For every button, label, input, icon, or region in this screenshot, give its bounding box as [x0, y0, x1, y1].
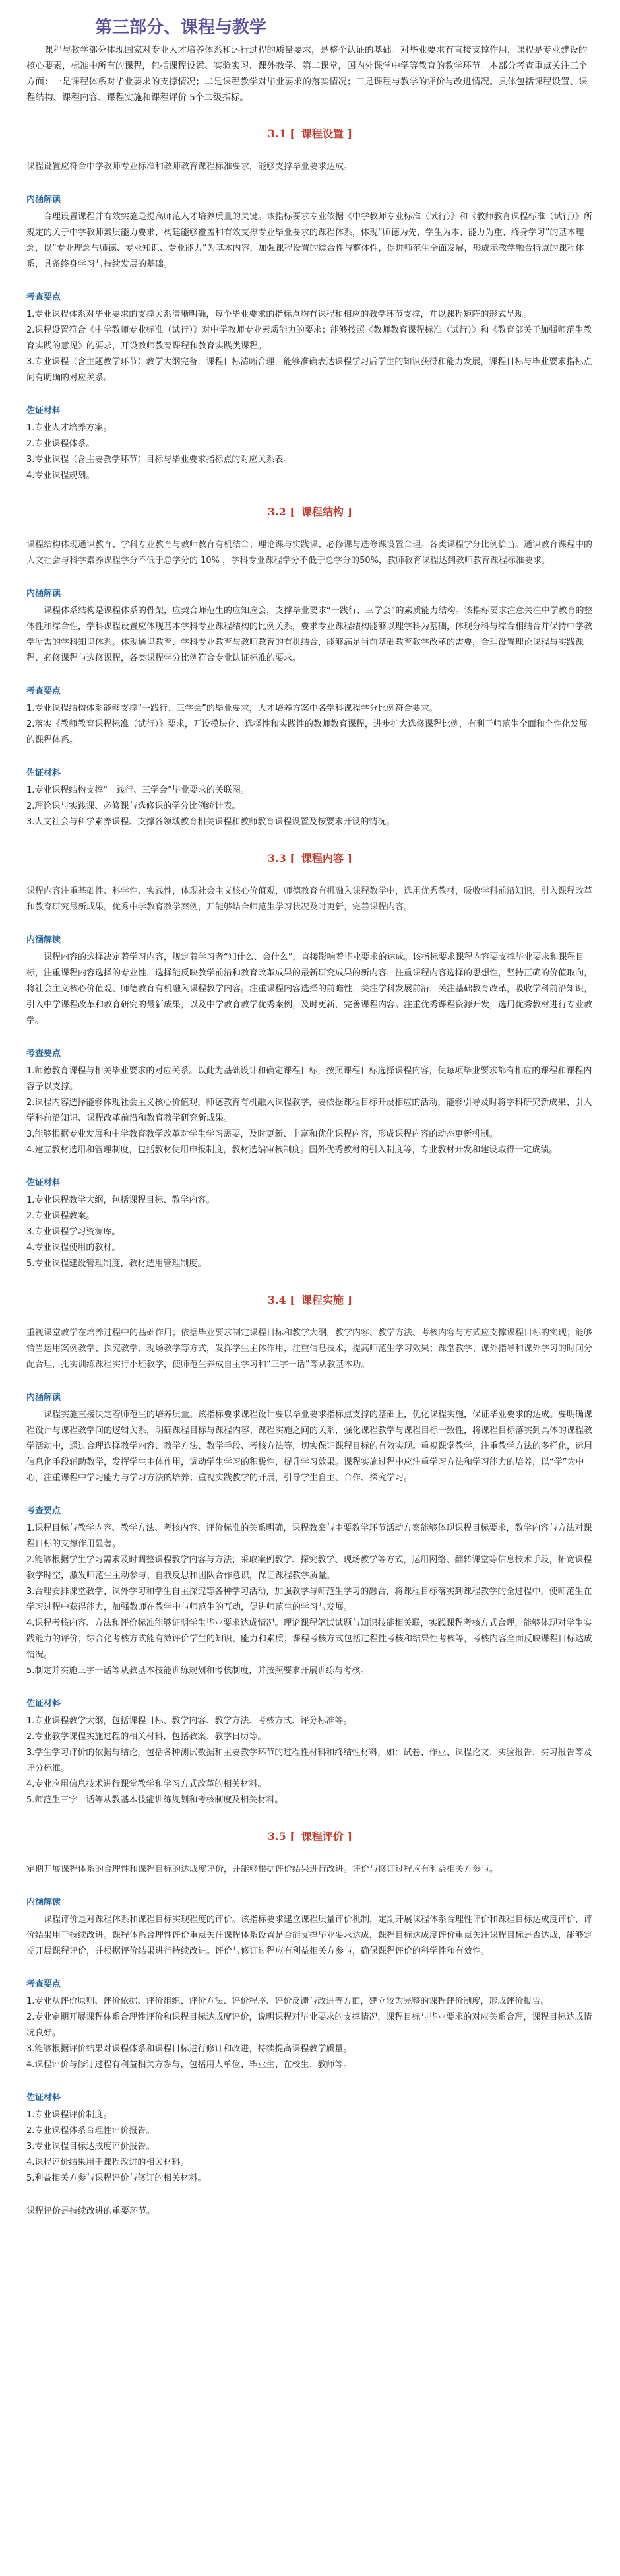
key-points-list: [26, 1994, 594, 2073]
section-description: 定期开展课程体系的合理性和课程目标的达成度评价，并能够根据评价结果进行改进。评价与修订过程应有利益相关方参与。: [26, 1865, 499, 1874]
section-title: 课程实施 ]: [301, 1294, 353, 1306]
evidence-item: 2.专业课程体系合理性评价报告。: [26, 2126, 155, 2136]
section-3-2: [26, 504, 594, 830]
key-point-item: 1.师德教育课程与相关毕业要求的对应关系。以此为基础设计和确定课程目标，按照课程目标选择课程内容，使每项毕业要求都有相应的课程和课程内容予以支撑。: [26, 1066, 592, 1092]
evidence-item: 2.专业课程体系。: [26, 439, 95, 449]
key-point-item: 2.课程设置符合《中学教师专业标准（试行）》对中学教师专业素质能力的要求；能够按照《教师教育课程标准（试行）》和《教育部关于加强师范生教育实践的意见》的要求，开设教师教育课程和教育实践类课程。: [26, 325, 592, 351]
key-point-item: 4.建立教材选用和管理制度，包括教材使用申报制度，教材选编审核制度。国外优秀教材的引入制度等，专业教材开发和建设取得一定成绩。: [26, 1145, 558, 1155]
section-3-4: [26, 1292, 594, 1808]
section-description: 课程设置应符合中学教师专业标准和教师教育课程标准要求，能够支撑毕业要求达成。: [26, 162, 353, 172]
interpretation-heading: 内涵解读: [26, 1898, 61, 1907]
evidence-item: 5.利益相关方参与课程评价与修订的相关材料。: [26, 2173, 206, 2183]
evidence-item: 3.人文社会与科学素养课程、支撑各领域教育相关课程和教师教育课程设置及按要求开设的情况。: [26, 817, 395, 827]
key-point-item: 1.专业课程结构体系能够支撑“一践行、三学会”的毕业要求，人才培养方案中各学科课程学分比例符合要求。: [26, 704, 438, 713]
evidence-item: 3.专业课程目标达成度评价报告。: [26, 2142, 155, 2152]
evidence-item: 4.专业课程规划。: [26, 471, 95, 480]
evidence-heading: 佐证材料: [26, 1699, 61, 1709]
section-title: 课程评价 ]: [301, 1830, 353, 1843]
interpretation-text: 课程实施直接决定着师范生的培养质量。该指标要求课程设计要以毕业要求指标点支撑的基础上，优化课程实施，保证毕业要求的达成。要明确课程设计与课程教学间的逻辑关系，明确课程目标与课程内容、课程实施之间的关系，强化课程教学与课程目标一致性，将课程目标落实到具体的课程教学活动中，通过合理选择教学内容、教学方法、教学手段、考核方法等，切实保证课程目标的有效实现。重视课堂教学，注重教学方法的多样化，运用信息化手段辅助教学，发挥学生主体作用，调动学生学习的积极性，提升学习效果。课程实施过程中应注重学习方法和学习能力的培养，以“学”为中心，注重课程中学习能力与学习方法的培养；重视实践教学的开展，引导学生自主、合作、探究学习。: [26, 1410, 593, 1483]
evidence-item: 5.专业课程建设管理制度，教材选用管理制度。: [26, 1259, 206, 1269]
interpretation-heading: 内涵解读: [26, 195, 61, 205]
interpretation-text: 课程评价是对课程体系和课程目标实现程度的评价。该指标要求建立课程质量评价机制，定期开展课程体系合理性评价和课程目标达成度评价，评价结果用于持续改进。课程体系合理性评价重点关注课程体系设置是否能支撑毕业要求达成，课程目标达成度评价重点关注课程目标是否达成，能够定期开展课程评价，并根据评价结果进行持续改进。评价与修订过程应有利益相关方参与，确保课程评价的科学性和有效性。: [26, 1915, 593, 1956]
key-points-heading: 考查要点: [26, 686, 61, 696]
interpretation-heading: 内涵解读: [26, 1393, 61, 1403]
chapter-title: 第三部分、课程与教学: [95, 18, 267, 38]
evidence-heading: 佐证材料: [26, 406, 61, 416]
section-title: 课程结构 ]: [301, 506, 353, 518]
evidence-item: 2.专业教学课程实施过程的相关材料，包括教案、教学日历等。: [26, 1732, 266, 1742]
key-point-item: 1.专业从评价原则、评价依据、评价组织、评价方法、评价程序、评价反馈与改进等方面，建立较为完整的课程评价制度，形成评价报告。: [26, 1997, 549, 2006]
section-heading: [26, 1828, 594, 1843]
key-point-item: 5.制定并实施三字一话等从教基本技能训练规划和考核制度，并按照要求开展训练与考核。: [26, 1666, 369, 1676]
evidence-item: 4.专业课程使用的教材。: [26, 1243, 121, 1253]
evidence-list: [26, 420, 594, 484]
key-point-item: 3.能够根据评价结果对课程体系和课程目标进行修订和改进，持续提高课程教学质量。: [26, 2044, 352, 2054]
key-point-item: 2.专业定期开展课程体系合理性评价和课程目标达成度评价，说明课程对毕业要求的支撑情况，课程目标与毕业要求的对应关系合理，课程目标达成情况良好。: [26, 2012, 592, 2038]
evidence-list: [26, 2107, 594, 2187]
key-point-item: 1.课程目标与教学内容、教学方法、考核内容、评价标准的关系明确，课程教案与主要教学环节活动方案能够体现课程目标要求，教学内容与方法对课程目标的支撑作用显著。: [26, 1523, 592, 1549]
section-description: 重视课堂教学在培养过程中的基础作用；依据毕业要求制定课程目标和教学大纲，教学内容、教学方法、考核内容与方式应支撑课程目标的实现；能够恰当运用案例教学、探究教学、现场教学等方式，发挥学生主体作用，注重信息技术，提高师范生学习效果；课堂教学、课外指导和课外学习的时间分配合理，扎实训练课程实行小班教学，使师范生养成自主学习和“三字一话”等从教基本功。: [26, 1328, 593, 1370]
evidence-item: 3.专业课程（含主要教学环节）目标与毕业要求指标点的对应关系表。: [26, 455, 292, 465]
section-heading: [26, 1292, 594, 1307]
key-points-list: [26, 307, 594, 386]
key-points-heading: 考查要点: [26, 1049, 61, 1059]
key-points-heading: 考查要点: [26, 1979, 61, 1989]
section-description: 课程结构体现通识教育、学科专业教育与教师教育有机结合；理论课与实践课、必修课与选修课设置合理。各类课程学分比例恰当。通识教育课程中的人文社会与科学素养课程学分不低于总学分的 10% ，学科专业课程学分不低于总学分的50%，教师教育课程达到教师教育课程标准要求。: [26, 540, 593, 566]
section-footer-note: 课程评价是持续改进的重要环节。: [26, 2206, 156, 2216]
section-number: 3.4 [: [267, 1294, 295, 1306]
evidence-item: 3.专业课程学习资源库。: [26, 1227, 121, 1237]
section-number: 3.2 [: [267, 506, 295, 518]
evidence-list: [26, 1193, 594, 1272]
evidence-item: 4.课程评价结果用于课程改进的相关材料。: [26, 2158, 189, 2167]
interpretation-heading: 内涵解读: [26, 935, 61, 945]
section-number: 3.5 [: [267, 1830, 295, 1843]
key-points-list: [26, 701, 594, 748]
section-3-3: [26, 850, 594, 1272]
sections-container: [26, 125, 594, 2220]
evidence-list: [26, 1713, 594, 1808]
evidence-item: 3.学生学习评价的依据与结论，包括各种测试数据和主要教学环节的过程性材料和终结性材料，如：试卷、作业、课程论文、实验报告、实习报告等及评分标准。: [26, 1748, 592, 1773]
section-3-1: [26, 125, 594, 484]
evidence-item: 4.专业应用信息技术进行课堂教学和学习方式改革的相关材料。: [26, 1779, 266, 1789]
evidence-list: [26, 783, 594, 830]
section-heading: [26, 504, 594, 519]
key-points-list: [26, 1521, 594, 1679]
section-title: 课程设置 ]: [301, 127, 353, 140]
key-point-item: 2.课程内容选择能够体现社会主义核心价值观，师德教育有机融入课程教学，要依据课程目标开设相应的活动，能够引导及时将学科研究新成果、引入学科前沿知识、课程改革前沿和教育教学研究新成果。: [26, 1098, 592, 1123]
section-number: 3.3 [: [267, 852, 295, 865]
evidence-item: 1.专业课程教学大纲，包括课程目标、教学内容、教学方法、考核方式、评分标准等。: [26, 1716, 352, 1726]
interpretation-text: 合理设置课程并有效实施是提高师范人才培养质量的关键。该指标要求专业依据《中学教师专业标准（试行）》和《教师教育课程标准（试行）》所规定的关于中学教师素质能力要求，构建能够覆盖和有效支撑专业毕业要求的课程体系，体现“师德为先、学生为本、能力为重、终身学习”的基本理念，以“专业理念与师德、专业知识、专业能力”为基本内容，加强课程设置的综合性与整体性，促进师范生全面发展，形成示教学融合特点的课程体系，具备终身学习与持续发展的基础。: [26, 212, 593, 269]
key-point-item: 2.能够根据学生学习需求及时调整课程教学内容与方法；采取案例教学、探究教学、现场教学等方式，运用网络、翻转课堂等信息技术手段，拓宽课程教学时空，激发师范生主动参与、自我反思和团队合作意识，保证课程教学质量。: [26, 1555, 592, 1581]
evidence-item: 1.专业人才培养方案。: [26, 423, 112, 433]
key-points-heading: 考查要点: [26, 1506, 61, 1516]
key-point-item: 4.课程考核内容、方法和评价标准能够证明学生毕业要求达成情况。理论课程笔试试题与知识技能相关联，实践课程考核方式合理，能够体现对学生实践能力的评价；综合化考核方式能有效评价学生的知识、能力和素质；课程考核方式包括过程性考核和结果性考核等，考核内容全面反映课程目标达成情况。: [26, 1618, 593, 1660]
interpretation-text: 课程内容的选择决定着学习内容，规定着学习者“知什么、会什么”，直接影响着毕业要求的达成。该指标要求课程内容要支撑毕业要求和课程目标，注重课程内容选择的专业性，选择能反映教学前沿和教育改革成果的最新研究成果的新内容，注重课程内容选择的思想性，坚持正确的价值取向，将社会主义核心价值观、师德教育有机融入课程教学内容。注重课程内容选择的前瞻性，关注学科发展前沿，关注基础教育改革，吸收学科前沿知识，引入中学课程改革和教育研究的最新成果，以及中学教育教学优秀案例，及时更新，完善课程内容。注重优秀课程资源开发，选用优秀教材进行专业教学。: [26, 952, 593, 1026]
evidence-item: 1.专业课程结构支撑“一践行、三学会”毕业要求的关联图。: [26, 785, 249, 795]
evidence-heading: 佐证材料: [26, 1178, 61, 1188]
section-description: 课程内容注重基础性、科学性、实践性，体现社会主义核心价值观，师德教育有机融入课程教学中，选用优秀教材，吸收学科前沿知识，引入课程改革和教育研究最新成果。优秀中学教育教学案例，开能够结合师范生学习状况及时更新，完善课程内容。: [26, 886, 593, 912]
chapter-intro: 课程与教学部分体现国家对专业人才培养体系和运行过程的质量要求，是整个认证的基础。对毕业要求有直接支撑作用，课程是专业建设的核心要素，标准中所有的课程，包括课程设置、实验实习、课外教学、第二课堂，国内外课堂中学等教育的教学环节。本部分考查重点关注三个方面：一是课程体系对毕业要求的支撑情况；二是课程教学对毕业要求的落实情况；三是课程与教学的评价与改进情况。具体包括课程设置、课程结构、课程内容、课程实施和课程评价 5个二级指标。: [26, 45, 588, 103]
key-point-item: 3.合理安排课堂教学、课外学习和学生自主探究等各种学习活动，加强教学与师范生学习的融合，将课程目标落实到课程教学的全过程中，使师范生在学习过程中获得能力，加强教师在教学中与师范生的互动，促进师范生的学习与发展。: [26, 1587, 592, 1612]
evidence-item: 1.专业课程评价制度。: [26, 2110, 112, 2120]
evidence-heading: 佐证材料: [26, 768, 61, 778]
key-point-item: 4.课程评价与修订过程有利益相关方参与，包括用人单位、毕业生、在校生、教师等。: [26, 2060, 352, 2070]
key-point-item: 3.能够根据专业发展和中学教育教学改革对学生学习需要，及时更新、丰富和优化课程内容，形成课程内容的动态更新机制。: [26, 1129, 498, 1139]
key-point-item: 2.落实《教师教育课程标准（试行）》要求，开设模块化、选择性和实践性的教师教育课程，进步扩大选修课程比例，有利于师范生全面和个性化发展的课程体系。: [26, 719, 588, 745]
key-point-item: 1.专业课程体系对毕业要求的支撑关系清晰明确，每个毕业要求的指标点均有课程和相应的教学环节支撑，并以课程矩阵的形式呈现。: [26, 310, 532, 319]
evidence-item: 2.理论课与实践课、必修课与选修课的学分比例统计表。: [26, 801, 241, 811]
section-title: 课程内容 ]: [301, 852, 353, 865]
interpretation-text: 课程体系结构是课程体系的骨架，应契合师范生的应知应会，支撑毕业要求“一践行、三学会”的素质能力结构。该指标要求注意关注中学教育的整体性和综合性，学科课程设置应体现基本学科专业课程结构的比例关系，要求专业课程结构能够以理学科为基础，体现分科与综合相结合并保持中学教学所需的学科知识体系。体现通识教育、学科专业教育与教师教育的有机结合，能够满足当前基础教育教学改革的需要，合理设置理论课程与实践课程、必修课程与选修课程，各类课程学分比例符合专业认证标准的要求。: [26, 606, 593, 663]
evidence-item: 1.专业课程教学大纲，包括课程目标、教学内容。: [26, 1195, 215, 1205]
key-points-list: [26, 1063, 594, 1158]
section-3-5: [26, 1828, 594, 2220]
interpretation-heading: 内涵解读: [26, 589, 61, 599]
evidence-item: 2.专业课程教案。: [26, 1211, 95, 1221]
evidence-item: 5.师范生三字一话等从教基本技能训练规划和考核制度及相关材料。: [26, 1795, 284, 1805]
section-heading: [26, 850, 594, 865]
key-points-heading: 考查要点: [26, 292, 61, 302]
section-number: 3.1 [: [267, 127, 295, 140]
section-heading: [26, 125, 594, 141]
key-point-item: 3.专业课程（含主题教学环节）教学大纲完备，课程目标清晰合理，能够准确表达课程学习后学生的知识获得和能力发展，课程目标与毕业要求指标点间有明确的对应关系。: [26, 357, 592, 383]
evidence-heading: 佐证材料: [26, 2093, 61, 2103]
